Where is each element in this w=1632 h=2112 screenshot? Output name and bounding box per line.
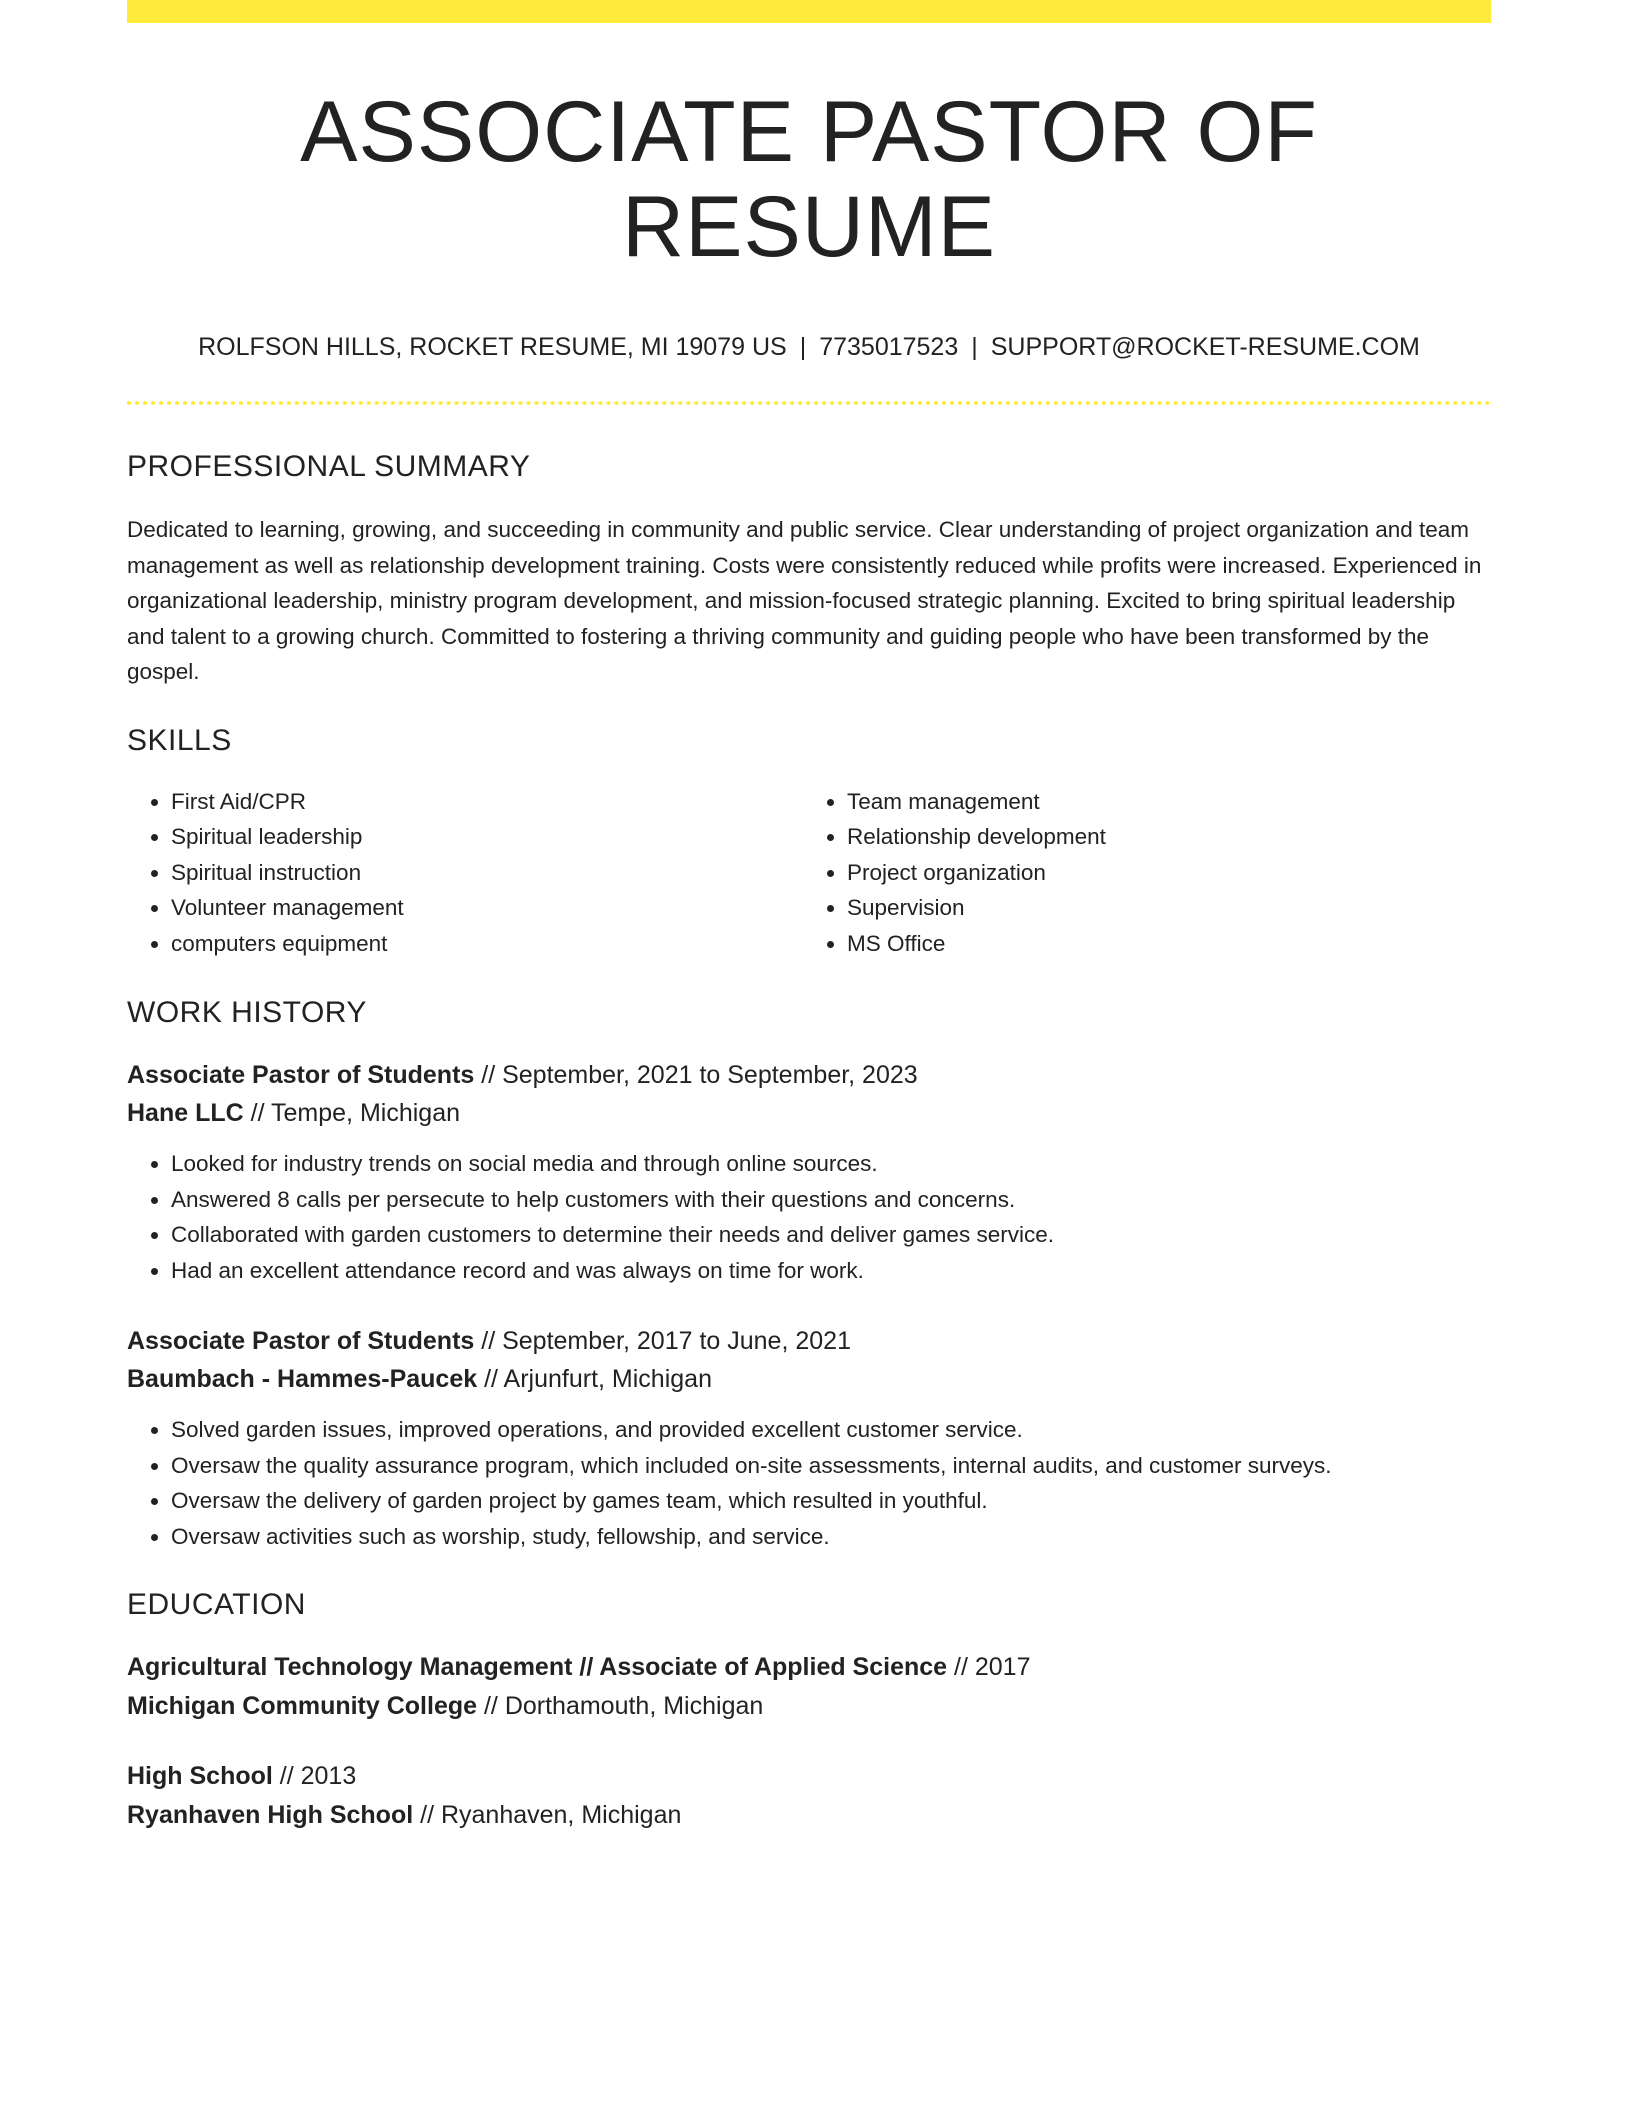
skill-item: • Team management	[847, 784, 1475, 820]
skill-item: • Project organization	[847, 855, 1475, 891]
education-school: Michigan Community College	[127, 1692, 478, 1721]
contact-email: SUPPORT@ROCKET-RESUME.COM	[990, 333, 1420, 362]
skill-item: • computers equipment	[171, 926, 799, 962]
skills-column-left	[127, 784, 799, 962]
job-bullet: • Looked for industry trends on social media and through online sources.	[171, 1146, 1491, 1182]
job-title-line	[127, 1322, 1491, 1360]
resume-name: ASSOCIATE PASTOR OF RESUME	[300, 84, 1318, 275]
education-entry	[127, 1648, 1491, 1726]
contact-separator: |	[971, 333, 978, 362]
job-location: // Tempe, Michigan	[243, 1099, 460, 1128]
accent-bar	[127, 0, 1491, 23]
education-degree-line	[127, 1648, 1491, 1687]
education-degree: High School	[127, 1762, 273, 1791]
job-location: // Arjunfurt, Michigan	[477, 1365, 712, 1394]
skills-list	[127, 784, 1491, 962]
job-bullet: • Solved garden issues, improved operations, and provided excellent customer service.	[171, 1412, 1491, 1448]
summary-text: Dedicated to learning, growing, and succeeding in community and public service. Clear understanding of project organization and team management as well as relationship development training. Costs were consistently reduced while profits were increased. Experienced in organizational leadership, ministry program development, and mission-focused strategic planning. Excited to bring spiritual leadership and talent to a growing church. Committed to fostering a thriving community and guiding people who have been transformed by the gospel.	[127, 517, 1482, 685]
contact-line	[127, 332, 1491, 362]
job-bullet: • Collaborated with garden customers to determine their needs and deliver games service.	[171, 1217, 1491, 1253]
job-bullet: • Oversaw the quality assurance program, which included on-site assessments, internal audits, and customer surveys.	[171, 1448, 1491, 1484]
contact-separator: |	[799, 333, 807, 362]
skill-item: • Spiritual instruction	[171, 855, 799, 891]
job-bullet: • Had an excellent attendance record and was always on time for work.	[171, 1253, 1491, 1289]
job-entry	[127, 1056, 1491, 1288]
education-year: // 2013	[272, 1762, 357, 1791]
job-entry	[127, 1322, 1491, 1554]
skill-item: • MS Office	[847, 926, 1475, 962]
work-history-heading: WORK HISTORY	[127, 996, 367, 1030]
education-degree: Agricultural Technology Management // Associate of Applied Science	[127, 1653, 948, 1682]
header-divider	[127, 401, 1491, 405]
skill-item: • Spiritual leadership	[171, 819, 799, 855]
job-company: Baumbach - Hammes-Paucek	[127, 1365, 478, 1394]
skill-item: • Relationship development	[847, 819, 1475, 855]
skill-item: • Supervision	[847, 890, 1475, 926]
education-school-line	[127, 1796, 1491, 1835]
job-bullets	[127, 1412, 1491, 1554]
job-dates: // September, 2017 to June, 2021	[474, 1327, 851, 1356]
skills-column-right	[799, 784, 1475, 962]
resume-page	[127, 0, 1491, 1835]
education-location: // Dorthamouth, Michigan	[477, 1692, 764, 1721]
contact-phone: 7735017523	[819, 333, 959, 362]
skills-heading: SKILLS	[127, 723, 232, 757]
skill-item: • Volunteer management	[171, 890, 799, 926]
education-school-line	[127, 1687, 1491, 1726]
job-company-line	[127, 1360, 1491, 1398]
summary-heading: PROFESSIONAL SUMMARY	[127, 450, 531, 484]
education-heading: EDUCATION	[127, 1588, 306, 1622]
education-entry	[127, 1757, 1491, 1835]
education-location: // Ryanhaven, Michigan	[413, 1801, 682, 1830]
job-title: Associate Pastor of Students	[127, 1327, 475, 1356]
job-bullets	[127, 1146, 1491, 1288]
contact-address: ROLFSON HILLS, ROCKET RESUME, MI 19079 US	[198, 333, 787, 362]
education-degree-line	[127, 1757, 1491, 1796]
job-title-line	[127, 1056, 1491, 1094]
job-company: Hane LLC	[127, 1099, 244, 1128]
job-company-line	[127, 1094, 1491, 1132]
education-school: Ryanhaven High School	[127, 1801, 414, 1830]
job-bullet: • Answered 8 calls per persecute to help customers with their questions and concerns.	[171, 1182, 1491, 1218]
skill-item: • First Aid/CPR	[171, 784, 799, 820]
job-title: Associate Pastor of Students	[127, 1061, 475, 1090]
job-dates: // September, 2021 to September, 2023	[474, 1061, 918, 1090]
job-bullet: • Oversaw activities such as worship, study, fellowship, and service.	[171, 1519, 1491, 1555]
education-year: // 2017	[947, 1653, 1031, 1682]
job-bullet: • Oversaw the delivery of garden project by games team, which resulted in youthful.	[171, 1483, 1491, 1519]
